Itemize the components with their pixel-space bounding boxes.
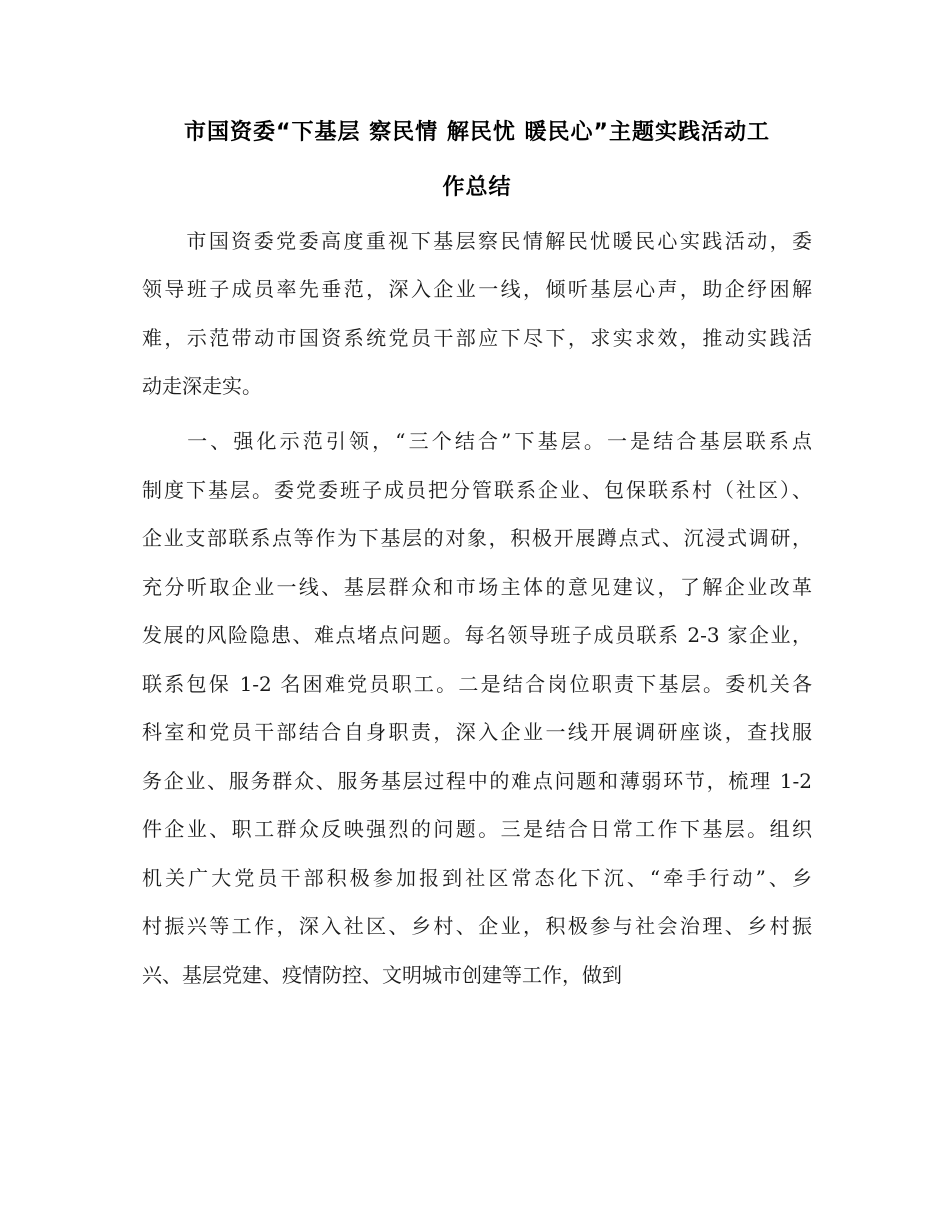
paragraph-line: 市国资委党委高度重视下基层察民情解民忧暖民心实践活动，委 — [184, 229, 812, 253]
paragraph-line: 机关广大党员干部积极参加报到社区常态化下沉、“牵手行动”、乡 — [142, 866, 812, 890]
paragraph-line: 企业支部联系点等作为下基层的对象，积极开展蹲点式、沉浸式调研， — [142, 526, 812, 550]
paragraph-line: 兴、基层党建、疫情防控、文明城市创建等工作，做到 — [142, 963, 622, 987]
paragraph-line: 村振兴等工作，深入社区、乡村、企业，积极参与社会治理、乡村振 — [142, 914, 812, 938]
document-title-line-1: 市国资委“下基层 察民情 解民忧 暖民心”主题实践活动工 — [184, 120, 770, 145]
paragraph-line: 件企业、职工群众反映强烈的问题。三是结合日常工作下基层。组织 — [142, 817, 812, 841]
paragraph-line: 一、强化示范引领，“三个结合”下基层。一是结合基层联系点 — [184, 429, 812, 453]
paragraph-line: 难，示范带动市国资系统党员干部应下尽下，求实求效，推动实践活 — [142, 326, 812, 350]
paragraph-line: 充分听取企业一线、基层群众和市场主体的意见建议，了解企业改革 — [142, 575, 812, 599]
paragraph-line: 发展的风险隐患、难点堵点问题。每名领导班子成员联系 2-3 家企业， — [142, 623, 812, 647]
paragraph-line: 动走深走实。 — [142, 374, 262, 398]
paragraph-line: 制度下基层。委党委班子成员把分管联系企业、包保联系村（社区）、 — [142, 478, 812, 502]
paragraph-line: 领导班子成员率先垂范，深入企业一线，倾听基层心声，助企纾困解 — [142, 277, 812, 301]
paragraph-line: 务企业、服务群众、服务基层过程中的难点问题和薄弱环节，梳理 1-2 — [142, 769, 812, 793]
paragraph-line: 联系包保 1-2 名困难党员职工。二是结合岗位职责下基层。委机关各 — [142, 672, 812, 696]
document-title-line-2: 作总结 — [442, 175, 512, 200]
paragraph-line: 科室和党员干部结合自身职责，深入企业一线开展调研座谈，查找服 — [142, 720, 812, 744]
